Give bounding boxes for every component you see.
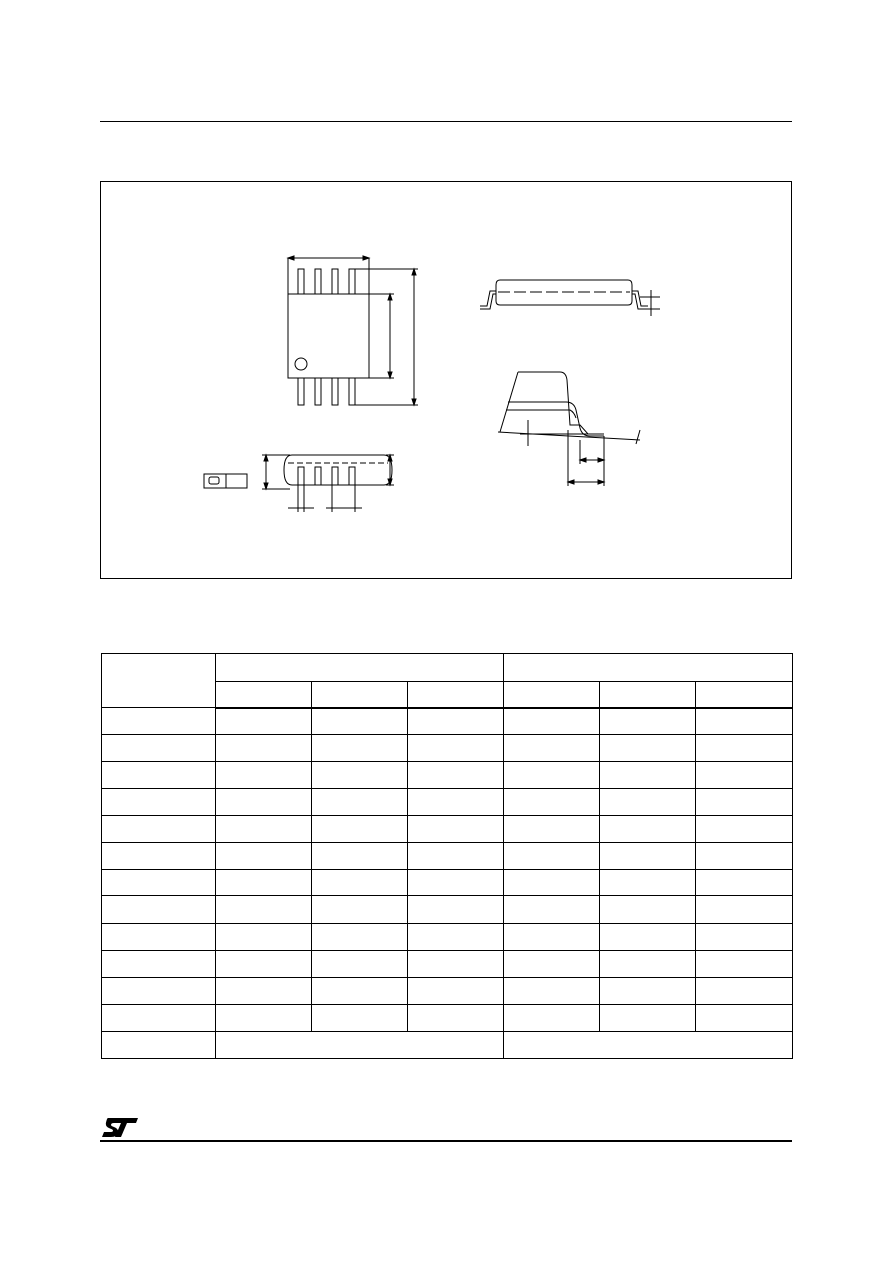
pin1-marker (295, 358, 307, 370)
dim-header-cell (102, 654, 216, 708)
front-view (204, 455, 394, 512)
table-row (102, 950, 793, 977)
footer-label-cell (102, 1032, 216, 1059)
table-row (102, 816, 793, 843)
min-header-2 (504, 681, 600, 708)
top-view-body (288, 294, 369, 378)
table-row (102, 708, 793, 735)
table-row (102, 924, 793, 951)
table-row (102, 761, 793, 788)
table-header-row (102, 654, 793, 682)
max-header-1 (408, 681, 504, 708)
footer-value-cell-2 (504, 1032, 793, 1059)
table-row (102, 1005, 793, 1032)
table-row (102, 843, 793, 870)
table-row (102, 977, 793, 1005)
footer-rule (100, 1140, 792, 1142)
table-row (102, 869, 793, 896)
top-view (288, 256, 418, 405)
unit-group-header-1 (216, 654, 504, 682)
package-outline-drawing (0, 0, 892, 600)
side-view (480, 280, 660, 316)
lead-detail-view (498, 372, 640, 486)
st-logo-icon (100, 1115, 140, 1139)
orientation-box-2 (226, 474, 247, 488)
unit-group-header-2 (504, 654, 793, 682)
top-view-lower-pins (298, 378, 355, 405)
min-header-1 (216, 681, 312, 708)
table-row (102, 788, 793, 816)
table-footer-row (102, 1032, 793, 1059)
footer-value-cell-1 (216, 1032, 504, 1059)
dimensions-table (101, 653, 793, 1059)
typ-header-2 (600, 681, 696, 708)
orientation-box-1 (204, 474, 226, 488)
max-header-2 (696, 681, 793, 708)
front-view-pins (298, 467, 355, 485)
table-row (102, 735, 793, 762)
top-view-upper-pins (298, 269, 355, 294)
typ-header-1 (312, 681, 408, 708)
orientation-symbol (209, 477, 219, 484)
table-row (102, 896, 793, 924)
